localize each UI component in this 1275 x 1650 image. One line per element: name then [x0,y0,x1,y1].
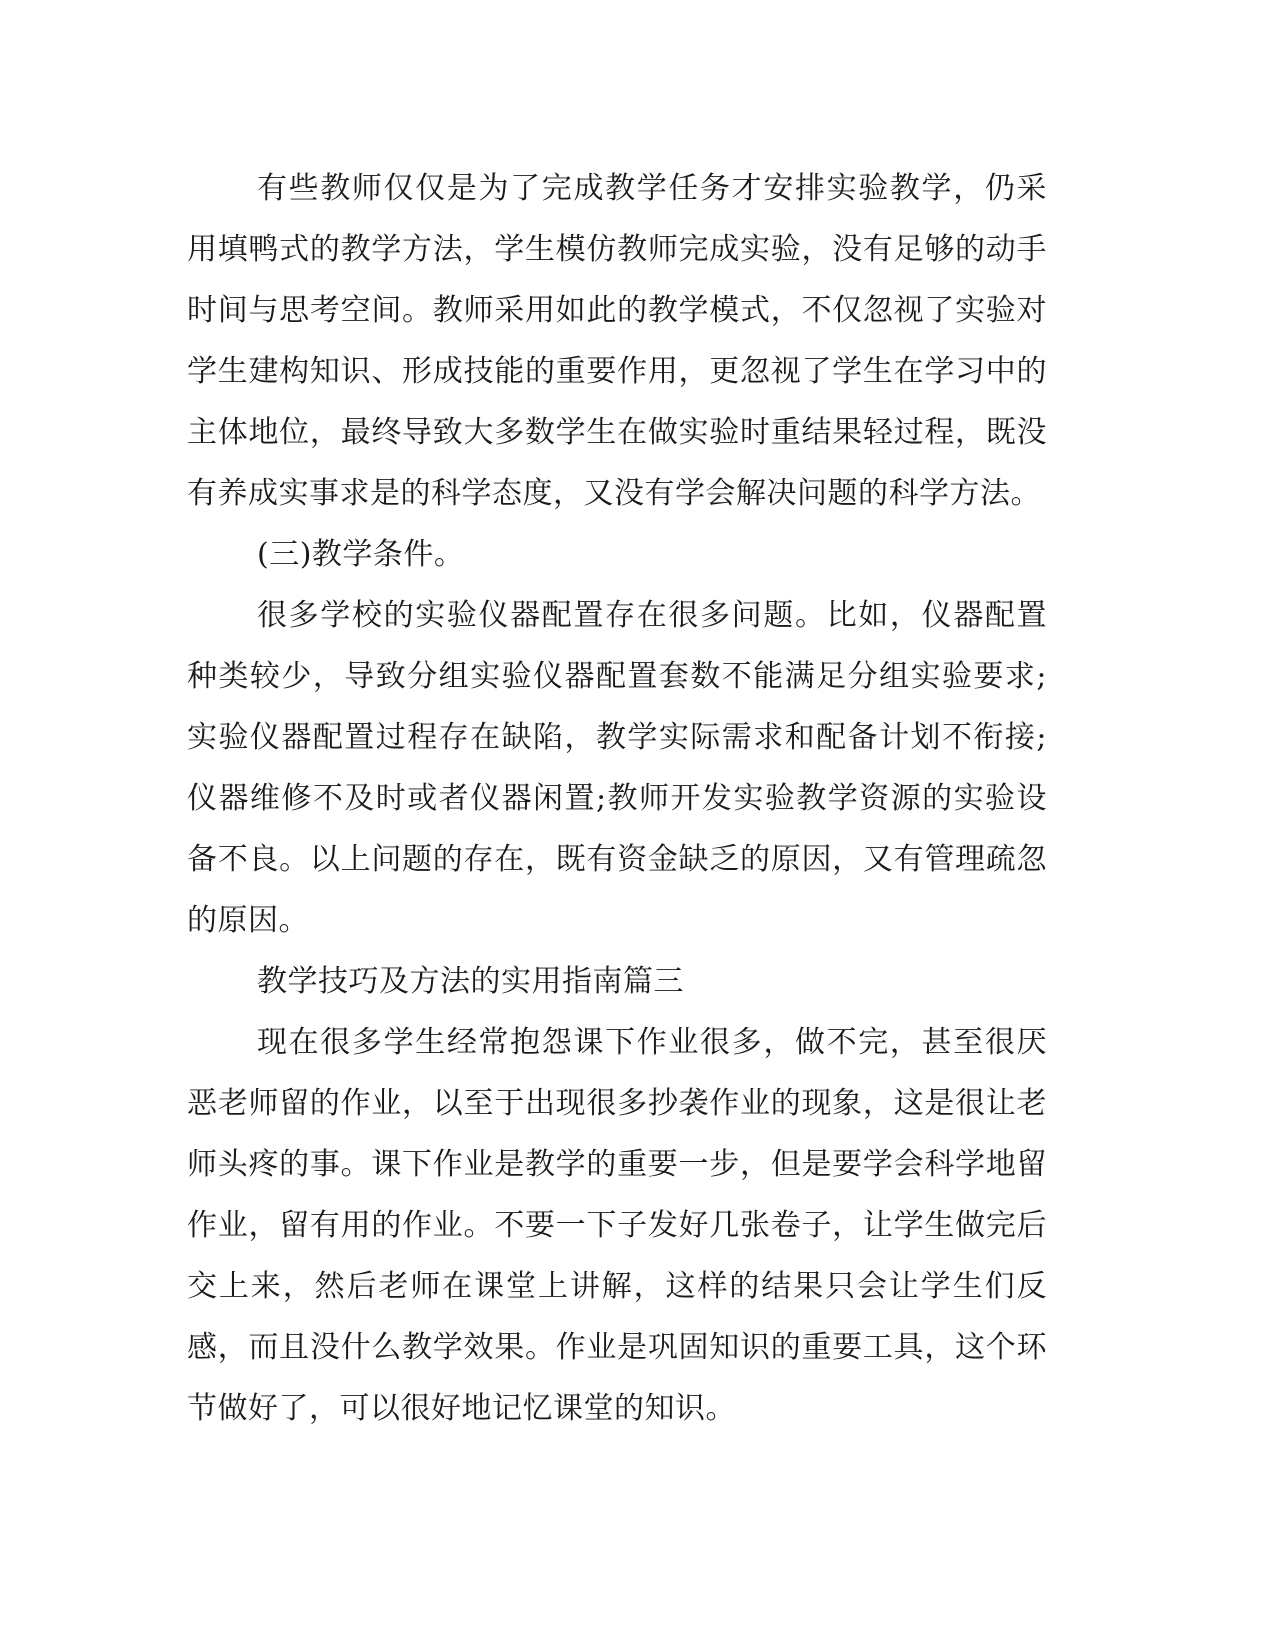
section-heading-teaching-conditions: (三)教学条件。 [257,537,465,572]
section-title-part-three: 教学技巧及方法的实用指南篇三 [257,964,684,999]
body-text [187,158,1047,1439]
paragraph-lab-equipment: 很多学校的实验仪器配置存在很多问题。比如，仪器配置种类较少，导致分组实验仪器配置套数不能满足分组实验要求;实验仪器配置过程存在缺陷，教学实际需求和配备计划不衔接;仪器维修不及时或者仪器闲置;教师开发实验教学资源的实验设备不良。以上问题的存在，既有资金缺乏的原因，又有管理疏忽的原因。 [187,598,1047,938]
paragraph-teaching-method: 有些教师仅仅是为了完成教学任务才安排实验教学，仍采用填鸭式的教学方法，学生模仿教师完成实验，没有足够的动手时间与思考空间。教师采用如此的教学模式，不仅忽视了实验对学生建构知识、形成技能的重要作用，更忽视了学生在学习中的主体地位，最终导致大多数学生在做实验时重结果轻过程，既没有养成实事求是的科学态度，又没有学会解决问题的科学方法。 [187,171,1047,511]
paragraph-homework: 现在很多学生经常抱怨课下作业很多，做不完，甚至很厌恶老师留的作业，以至于出现很多抄袭作业的现象，这是很让老师头疼的事。课下作业是教学的重要一步，但是要学会科学地留作业，留有用的作业。不要一下子发好几张卷子，让学生做完后交上来，然后老师在课堂上讲解，这样的结果只会让学生们反感，而且没什么教学效果。作业是巩固知识的重要工具，这个环节做好了，可以很好地记忆课堂的知识。 [187,1025,1047,1426]
